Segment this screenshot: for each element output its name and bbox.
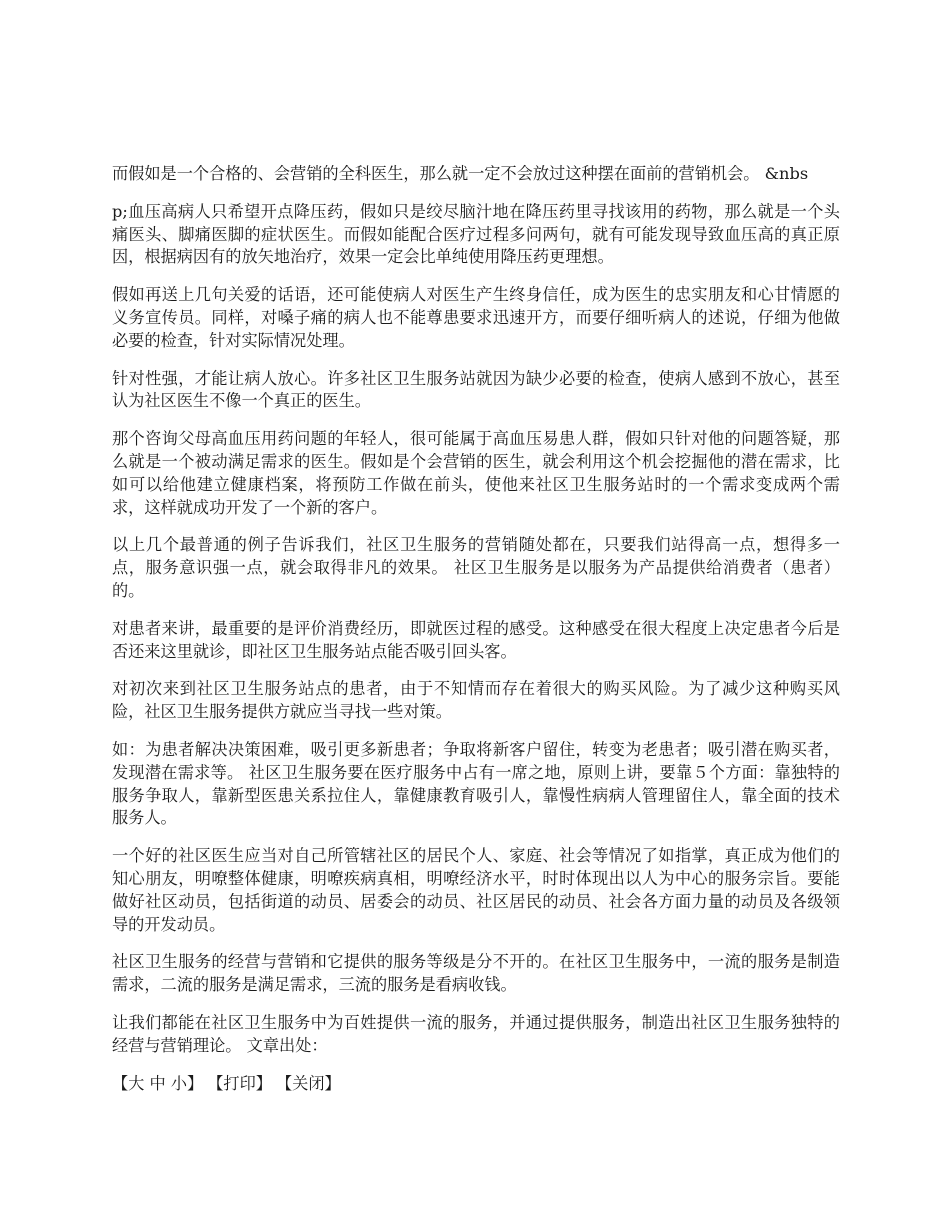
article-paragraph: 而假如是一个合格的、会营销的全科医生，那么就一定不会放过这种摆在面前的营销机会。 &nbs [112,164,809,183]
article-paragraph: 一个好的社区医生应当对自己所管辖社区的居民个人、家庭、社会等情况了如指掌，真正成为他们的知心朋友，明嘹整体健康，明嘹疾病真相，明嘹经济水平，时时体现出以人为中心的服务宗旨。要能做好社区动员，包括街道的动员、居委会的动员、社区居民的动员、社会各方面力量的动员及各级领导的开发动员。 [112,846,840,934]
footer-links [112,1073,840,1096]
article-paragraph: 对初次来到社区卫生服务站点的患者，由于不知情而存在着很大的购买风险。为了减少这种购买风险，社区卫生服务提供方就应当寻找一些对策。 [112,679,840,722]
article-paragraph: p;血压高病人只希望开点降压药，假如只是绞尽脑汁地在降压药里寻找该用的药物，那么就是一个头痛医头、脚痛医脚的症状医生。而假如能配合医疗过程多问两句，就有可能发现导致血压高的真正原因，根据病因有的放矢地治疗，效果一定会比单纯使用降压药更理想。 [112,201,840,267]
article-paragraph: 让我们都能在社区卫生服务中为百姓提供一流的服务，并通过提供服务，制造出社区卫生服务独特的经营与营销理论。 文章出处： [112,1012,840,1055]
article-paragraph: 针对性强，才能让病人放心。许多社区卫生服务站就因为缺少必要的检查，使病人感到不放心，甚至认为社区医生不像一个真正的医生。 [112,368,840,411]
close-link[interactable]: 【关闭】 [275,1073,341,1093]
article-paragraph: 如：为患者解决决策困难，吸引更多新患者；争取将新客户留住，转变为老患者；吸引潜在购买者，发现潜在需求等。 社区卫生服务要在医疗服务中占有一席之地，原则上讲，要靠５个方面：靠独特的服务争取人，靠新型医患关系拉住人，靠健康教育吸引人，靠慢性病病人管理留住人，靠全面的技术服务人。 [112,739,840,828]
article-body [112,163,840,1095]
article-paragraph: 社区卫生服务的经营与营销和它提供的服务等级是分不开的。在社区卫生服务中，一流的服务是制造需求，二流的服务是满足需求，三流的服务是看病收钱。 [112,952,840,995]
article-paragraph: 以上几个最普通的例子告诉我们，社区卫生服务的营销随处都在，只要我们站得高一点，想得多一点，服务意识强一点，就会取得非凡的效果。 社区卫生服务是以服务为产品提供给消费者（患者）的。 [112,535,840,600]
article-paragraph: 那个咨询父母高血压用药问题的年轻人，很可能属于高血压易患人群，假如只针对他的问题答疑，那么就是一个被动满足需求的医生。假如是个会营销的医生，就会利用这个机会挖掘他的潜在需求，比如可以给他建立健康档案，将预防工作做在前头，使他来社区卫生服务站时的一个需求变成两个需求，这样就成功开发了一个新的客户。 [112,429,840,517]
article-paragraph: 假如再送上几句关爱的话语，还可能使病人对医生产生终身信任，成为医生的忠实朋友和心甘情愿的义务宣传员。同样，对嗓子痛的病人也不能尊患要求迅速开方，而要仔细听病人的述说，仔细为他做必要的检查，针对实际情况处理。 [112,285,840,350]
article-paragraph: 对患者来讲，最重要的是评价消费经历，即就医过程的感受。这种感受在很大程度上决定患者今后是否还来这里就诊，即社区卫生服务站点能否吸引回头客。 [112,618,840,661]
print-link[interactable]: 【打印】 [207,1073,272,1093]
font-size-link[interactable]: 【大 中 小】 [112,1073,204,1093]
